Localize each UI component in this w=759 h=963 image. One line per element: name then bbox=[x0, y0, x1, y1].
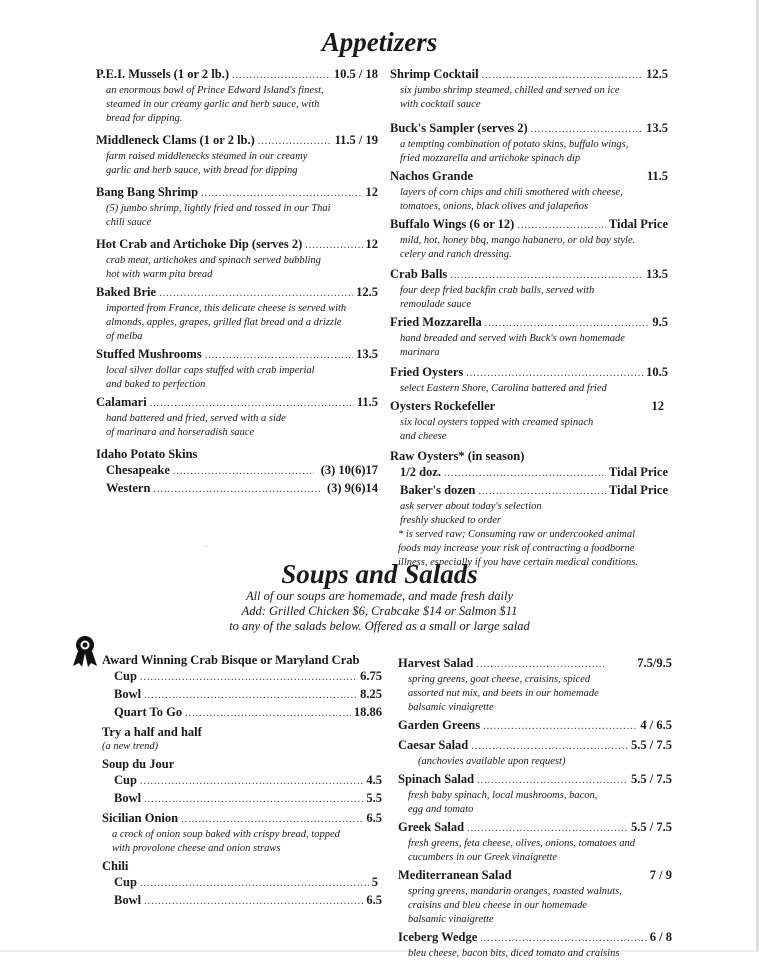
desc-line: chili sauce bbox=[106, 217, 152, 228]
desc-line: with provolone cheese and onion straws bbox=[112, 843, 281, 854]
item-description bbox=[96, 412, 378, 440]
leader-dots bbox=[144, 688, 357, 704]
potato-skins-row bbox=[96, 462, 378, 480]
sicilian-onion bbox=[102, 810, 382, 856]
desc-line: mild, hot, honey bbq, mango habanero, or old bay style. bbox=[400, 235, 636, 246]
item-price: 11.5 bbox=[356, 395, 378, 409]
menu-item bbox=[398, 819, 672, 865]
warning-line: * is served raw; Consuming raw or undercooked animal bbox=[398, 529, 636, 540]
item-price: 6.5 bbox=[366, 811, 382, 825]
leader-dots bbox=[467, 821, 628, 837]
item-name: Chili bbox=[102, 859, 129, 873]
size-name: Quart To Go bbox=[114, 705, 183, 719]
item-price: 6 / 8 bbox=[649, 930, 672, 944]
leader-dots bbox=[153, 482, 320, 498]
menu-item bbox=[390, 364, 668, 396]
item-name: Sicilian Onion bbox=[102, 811, 179, 825]
intro-line: Add: Grilled Chicken $6, Crabcake $14 or Salmon $11 bbox=[241, 604, 518, 618]
desc-line: six jumbo shrimp steamed, chilled and served on ice bbox=[400, 85, 620, 96]
size-price: 6.5 bbox=[366, 893, 382, 907]
desc-line: with cocktail sauce bbox=[400, 99, 481, 110]
item-description bbox=[390, 138, 668, 166]
item-description bbox=[390, 382, 668, 396]
size-name: Bowl bbox=[114, 791, 142, 805]
menu-item bbox=[390, 398, 668, 444]
skins-small: (3) 9 bbox=[326, 481, 351, 495]
item-price: 12 bbox=[365, 237, 378, 251]
chili bbox=[102, 858, 382, 910]
item-description bbox=[398, 885, 672, 927]
desc-line: almonds, apples, grapes, grilled flat bread and a drizzle bbox=[106, 317, 342, 328]
item-name: Caesar Salad bbox=[398, 738, 469, 752]
skins-name: Chesapeake bbox=[106, 463, 170, 477]
desc-line: and cheese bbox=[400, 431, 447, 442]
item-price: 13.5 bbox=[646, 121, 668, 135]
leader-dots bbox=[159, 286, 353, 302]
item-name: Stuffed Mushrooms bbox=[96, 347, 202, 361]
item-price: 11.5 / 19 bbox=[334, 133, 378, 147]
leader-dots bbox=[476, 657, 604, 673]
desc-line: hot with warm pita bread bbox=[106, 269, 213, 280]
size-name: Cup bbox=[114, 875, 137, 889]
item-description bbox=[390, 416, 668, 444]
item-description bbox=[96, 202, 378, 230]
intro-line: All of our soups are homemade, and made fresh daily bbox=[245, 589, 514, 603]
skins-name: Western bbox=[106, 481, 151, 495]
item-description bbox=[390, 84, 668, 112]
soup-size-row bbox=[102, 772, 382, 790]
item-name: Hot Crab and Artichoke Dip (serves 2) bbox=[96, 237, 303, 251]
item-description bbox=[398, 837, 672, 865]
leader-dots bbox=[483, 719, 637, 735]
item-description bbox=[390, 186, 668, 214]
item-description bbox=[102, 828, 382, 856]
menu-item bbox=[96, 394, 378, 440]
desc-line: garlic and herb sauce, with bread for dipping bbox=[106, 165, 298, 176]
soups-intro bbox=[0, 589, 759, 634]
menu-item bbox=[398, 771, 672, 817]
desc-line: balsamic vinaigrette bbox=[408, 702, 494, 713]
potato-skins bbox=[96, 446, 378, 498]
leader-dots bbox=[144, 792, 363, 808]
size-price: 8.25 bbox=[360, 687, 382, 701]
desc-line: select Eastern Shore, Carolina battered and fried bbox=[400, 383, 607, 394]
leader-dots bbox=[531, 122, 644, 138]
item-description bbox=[96, 150, 378, 178]
size-price: 4.5 bbox=[366, 773, 382, 787]
raw-oysters-row bbox=[390, 482, 668, 500]
item-name: Buck's Sampler (serves 2) bbox=[390, 121, 528, 135]
warning-line: foods may increase your risk of contracting a foodborne bbox=[398, 543, 635, 554]
item-name: Mediterranean Salad bbox=[398, 868, 512, 882]
desc-line: an enormous bowl of Prince Edward Island's finest, bbox=[106, 85, 324, 96]
size-price: 5 bbox=[371, 875, 378, 889]
desc-line: and baked to perfection bbox=[106, 379, 206, 390]
item-description bbox=[96, 84, 378, 126]
leader-dots bbox=[185, 706, 351, 722]
menu-item bbox=[390, 120, 668, 166]
size-price: 5.5 bbox=[366, 791, 382, 805]
item-name: Crab Balls bbox=[390, 267, 448, 281]
leader-dots bbox=[485, 316, 650, 332]
item-name: Award Winning Crab Bisque or Maryland Crab bbox=[102, 653, 360, 667]
desc-line: celery and ranch dressing. bbox=[400, 249, 512, 260]
skins-small: (3) 10 bbox=[320, 463, 351, 477]
item-name: Bang Bang Shrimp bbox=[96, 185, 199, 199]
print-speck: · bbox=[204, 542, 208, 553]
item-name: Baked Brie bbox=[96, 285, 157, 299]
desc-line: crab meat, artichokes and spinach served bubbling bbox=[106, 255, 321, 266]
raw-oysters-row bbox=[390, 464, 668, 482]
item-name: Fried Mozzarella bbox=[390, 315, 482, 329]
menu-item bbox=[390, 216, 668, 262]
item-name: Idaho Potato Skins bbox=[96, 447, 198, 461]
desc-line: tomatoes, onions, black olives and jalapeños bbox=[400, 201, 589, 212]
desc-line: local silver dollar caps stuffed with crab imperial bbox=[106, 365, 315, 376]
desc-line: six local oysters topped with creamed spinach bbox=[400, 417, 594, 428]
soups-heading: Soups and Salads bbox=[281, 559, 478, 589]
desc-line: hand battered and fried, served with a side bbox=[106, 413, 286, 424]
soup-size-row bbox=[102, 892, 382, 910]
menu-item bbox=[398, 867, 672, 927]
menu-item bbox=[390, 266, 668, 312]
item-description bbox=[96, 254, 378, 282]
crab-bisque bbox=[102, 652, 382, 722]
menu-item bbox=[398, 929, 672, 961]
size-price: 6.75 bbox=[360, 669, 382, 683]
item-description bbox=[398, 673, 672, 715]
intro-line: to any of the salads below. Offered as a small or large salad bbox=[229, 619, 530, 633]
item-price: 5.5 / 7.5 bbox=[631, 738, 672, 752]
desc-line: hand breaded and served with Buck's own homemade bbox=[400, 333, 625, 344]
item-price: 7 / 9 bbox=[649, 868, 672, 882]
item-name: Iceberg Wedge bbox=[398, 930, 478, 944]
skins-price: 14 bbox=[365, 481, 378, 495]
menu-item bbox=[96, 284, 378, 344]
desc-line: four deep fried backfin crab balls, served with bbox=[400, 285, 595, 296]
desc-line: remoulade sauce bbox=[400, 299, 472, 310]
desc-line: bleu cheese, bacon bits, diced tomato and craisins bbox=[408, 948, 620, 959]
item-price: 5.5 / 7.5 bbox=[631, 772, 672, 786]
item-price: 12 bbox=[365, 185, 378, 199]
skins-large: (6) bbox=[350, 463, 366, 477]
desc-line: bread for dipping. bbox=[106, 113, 183, 124]
award-ribbon-icon bbox=[70, 634, 100, 668]
item-name: Calamari bbox=[96, 395, 147, 409]
item-name: Spinach Salad bbox=[398, 772, 475, 786]
size-name: Cup bbox=[114, 773, 137, 787]
leader-dots bbox=[150, 396, 354, 412]
item-description bbox=[398, 947, 672, 961]
item-name: Buffalo Wings (6 or 12) bbox=[390, 217, 515, 231]
leader-dots bbox=[232, 68, 331, 84]
desc-line: fresh baby spinach, local mushrooms, bacon, bbox=[408, 790, 598, 801]
desc-line: layers of corn chips and chili smothered with cheese, bbox=[400, 187, 623, 198]
menu-item bbox=[96, 66, 378, 126]
item-price: 5.5 / 7.5 bbox=[631, 820, 672, 834]
soup-du-jour bbox=[102, 756, 382, 808]
item-price: 13.5 bbox=[356, 347, 378, 361]
desc-line: fresh greens, feta cheese, olives, onions, tomatoes and bbox=[408, 838, 635, 849]
soup-size-row bbox=[102, 704, 382, 722]
item-name: Nachos Grande bbox=[390, 169, 473, 183]
item-name: Fried Oysters bbox=[390, 365, 464, 379]
appetizers-right-column bbox=[390, 66, 668, 572]
leader-dots bbox=[173, 464, 314, 480]
menu-item bbox=[398, 717, 672, 735]
leader-dots bbox=[482, 68, 644, 84]
item-price: 7.5/9.5 bbox=[637, 656, 672, 670]
soup-size-row bbox=[102, 874, 382, 892]
desc-line: ask server about today's selection bbox=[400, 501, 542, 512]
item-description bbox=[96, 302, 378, 344]
leader-dots bbox=[140, 670, 357, 686]
item-name: P.E.I. Mussels (1 or 2 lb.) bbox=[96, 67, 230, 81]
desc-line: steamed in our creamy garlic and herb sauce, with bbox=[106, 99, 320, 110]
menu-item bbox=[96, 132, 378, 178]
menu-item bbox=[96, 346, 378, 392]
item-price: 11.5 bbox=[646, 169, 668, 183]
desc-line: freshly shucked to order bbox=[400, 515, 501, 526]
item-name: Shrimp Cocktail bbox=[390, 67, 479, 81]
desc-line: farm raised middlenecks steamed in our creamy bbox=[106, 151, 308, 162]
item-price: 4 / 6.5 bbox=[640, 718, 672, 732]
leader-dots bbox=[181, 812, 363, 828]
item-description bbox=[398, 789, 672, 817]
row-price: Tidal Price bbox=[608, 465, 668, 479]
menu-item bbox=[96, 184, 378, 230]
soups-left-column bbox=[102, 652, 382, 912]
leader-dots bbox=[471, 739, 628, 755]
leader-dots bbox=[466, 366, 643, 382]
item-price: 9.5 bbox=[652, 315, 668, 329]
item-description: (a new trend) bbox=[102, 741, 159, 752]
item-price: 10.5 / 18 bbox=[333, 67, 378, 81]
potato-skins-row bbox=[96, 480, 378, 498]
desc-line: egg and tomato bbox=[408, 804, 474, 815]
soup-size-row bbox=[102, 686, 382, 704]
row-name: Baker's dozen bbox=[400, 483, 476, 497]
desc-line: (anchovies available upon request) bbox=[418, 756, 566, 767]
menu-item bbox=[390, 66, 668, 112]
item-name: Harvest Salad bbox=[398, 656, 474, 670]
size-price: 18.86 bbox=[353, 705, 382, 719]
menu-item bbox=[96, 236, 378, 282]
item-name: Garden Greens bbox=[398, 718, 481, 732]
item-name: Raw Oysters* (in season) bbox=[390, 449, 525, 463]
menu-item bbox=[398, 737, 672, 769]
leader-dots bbox=[444, 466, 606, 482]
leader-dots bbox=[478, 484, 606, 500]
item-description bbox=[390, 234, 668, 262]
leader-dots bbox=[144, 894, 363, 910]
leader-dots bbox=[205, 348, 353, 364]
item-description bbox=[390, 284, 668, 312]
appetizers-left-column bbox=[96, 66, 378, 500]
desc-line: spring greens, mandarin oranges, roasted walnuts, bbox=[408, 886, 622, 897]
warning-line: illness, especially if you have certain medical conditions. bbox=[398, 557, 638, 568]
menu-item bbox=[398, 655, 672, 715]
desc-line: a tempting combination of potato skins, buffalo wings, bbox=[400, 139, 629, 150]
item-name: Try a half and half bbox=[102, 725, 202, 739]
soup-size-row bbox=[102, 668, 382, 686]
desc-line: of marinara and horseradish sauce bbox=[106, 427, 255, 438]
leader-dots bbox=[201, 186, 362, 202]
item-description bbox=[398, 755, 672, 769]
desc-line: marinara bbox=[400, 347, 440, 358]
half-and-half bbox=[102, 724, 382, 754]
item-price: 13.5 bbox=[646, 267, 668, 281]
skins-price: 17 bbox=[365, 463, 378, 477]
desc-line: cucumbers in our Greek vinaigrette bbox=[408, 852, 558, 863]
salads-column bbox=[398, 655, 672, 963]
leader-dots bbox=[450, 268, 643, 284]
size-name: Cup bbox=[114, 669, 137, 683]
appetizers-heading: Appetizers bbox=[321, 27, 438, 57]
leader-dots bbox=[517, 218, 606, 234]
leader-dots bbox=[477, 773, 628, 789]
desc-line: balsamic vinaigrette bbox=[408, 914, 494, 925]
leader-dots bbox=[480, 931, 646, 947]
leader-dots bbox=[140, 876, 369, 892]
size-name: Bowl bbox=[114, 687, 142, 701]
desc-line: spring greens, goat cheese, craisins, spiced bbox=[408, 674, 591, 685]
item-name: Soup du Jour bbox=[102, 757, 175, 771]
item-price: 12.5 bbox=[356, 285, 378, 299]
desc-line: craisins and bleu cheese in our homemade bbox=[408, 900, 588, 911]
desc-line: fried mozzarella and artichoke spinach dip bbox=[400, 153, 581, 164]
leader-dots bbox=[305, 238, 362, 254]
desc-line: (5) jumbo shrimp, lightly fried and tossed in our Thai bbox=[106, 203, 331, 214]
desc-line: of melba bbox=[106, 331, 143, 342]
size-name: Bowl bbox=[114, 893, 142, 907]
menu-item bbox=[390, 314, 668, 360]
item-description bbox=[390, 500, 668, 528]
item-price: Tidal Price bbox=[608, 217, 668, 231]
skins-large: (6) bbox=[350, 481, 366, 495]
item-price: 12 bbox=[651, 399, 664, 413]
leader-dots bbox=[140, 774, 363, 790]
leader-dots bbox=[258, 134, 332, 150]
row-name: 1/2 doz. bbox=[400, 465, 441, 479]
item-name: Middleneck Clams (1 or 2 lb.) bbox=[96, 133, 255, 147]
item-price: 10.5 bbox=[646, 365, 668, 379]
item-description bbox=[96, 364, 378, 392]
soup-size-row bbox=[102, 790, 382, 808]
item-name: Greek Salad bbox=[398, 820, 465, 834]
item-name: Oysters Rockefeller bbox=[390, 399, 496, 413]
item-price: 12.5 bbox=[646, 67, 668, 81]
raw-oysters bbox=[390, 448, 668, 570]
item-description bbox=[390, 332, 668, 360]
desc-line: imported from France, this delicate cheese is served with bbox=[106, 303, 347, 314]
desc-line: a crock of onion soup baked with crispy bread, topped bbox=[112, 829, 340, 840]
desc-line: assorted nut mix, and beets in our homemade bbox=[408, 688, 599, 699]
menu-item bbox=[390, 168, 668, 214]
row-price: Tidal Price bbox=[608, 483, 668, 497]
